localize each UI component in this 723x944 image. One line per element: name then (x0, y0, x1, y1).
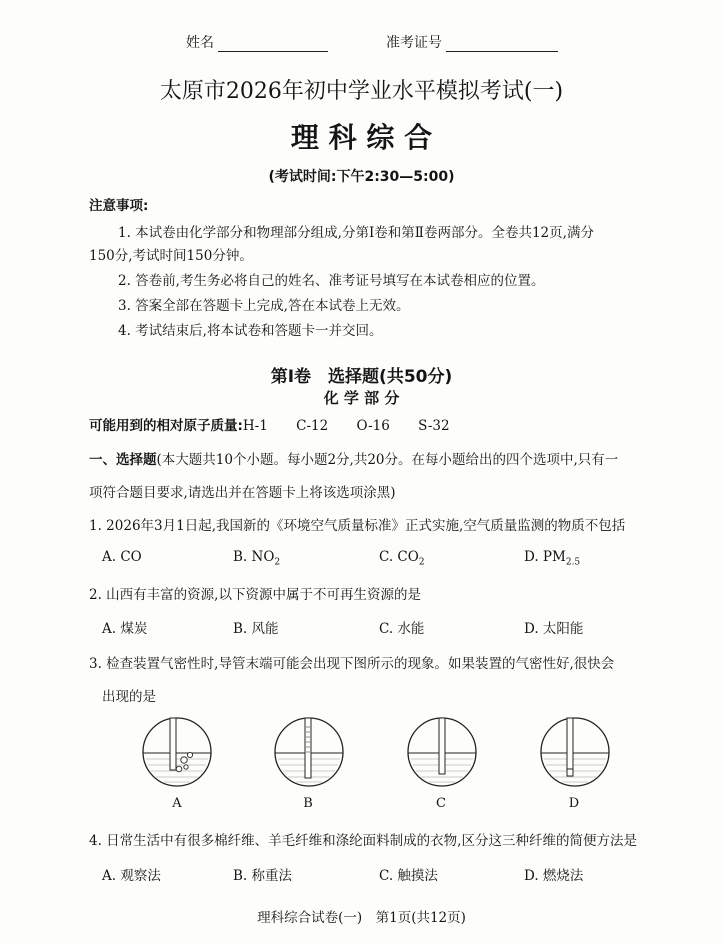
name-field (186, 32, 328, 52)
exam-time: (考试时间:下午2:30—5:00) (268, 169, 455, 185)
question-3-stem: 3. 检查装置气密性时,导管末端可能会出现下图所示的现象。如果装置的气密性好,很快会 (89, 656, 615, 672)
atomic-h: H-1 (242, 418, 268, 434)
question-4-stem: 4. 日常生活中有很多棉纤维、羊毛纤维和涤纶面料制成的衣物,区分这三种纤维的简便方法是 (89, 833, 637, 849)
q2-option-a: A. 煤炭 (102, 621, 148, 637)
part-title: 化 学 部 分 (323, 389, 400, 407)
exam-title: 太原市2026年初中学业水平模拟考试(一) (159, 79, 564, 104)
q1-option-b: B. $NO_2$ (233, 549, 281, 568)
q1-option-d: D. $PM_{2.5}$ (524, 549, 581, 568)
atomic-mass-line (89, 414, 450, 434)
exam-id-field (386, 32, 558, 52)
glass-tube (439, 718, 445, 774)
figure-label-b: B (303, 796, 313, 811)
q2-option-b: B. 风能 (233, 621, 279, 637)
name-label: 姓名 (186, 35, 214, 51)
q4-option-a: A. 观察法 (102, 868, 161, 884)
question-3-stem-cont: 出现的是 (102, 689, 156, 705)
notice-item-3: 3. 答案全部在答题卡上完成,答在本试卷上无效。 (118, 298, 410, 314)
glass-tube (567, 718, 573, 776)
subject-title: 理 科 综 合 (290, 121, 433, 154)
figure-label-d: D (568, 796, 580, 811)
q4-option-c: C. 触摸法 (379, 868, 438, 884)
atomic-c: C-12 (296, 418, 329, 434)
question-1-stem: 1. 2026年3月1日起,我国新的《环境空气质量标准》正式实施,空气质量监测的物质不包括 (89, 518, 626, 534)
atomic-s: S-32 (418, 418, 450, 434)
beaker-b-figure (272, 715, 346, 789)
beaker-outline (541, 718, 609, 786)
instructions (89, 448, 618, 468)
section-title: 第Ⅰ卷 选择题(共50分) (270, 367, 453, 387)
atomic-o: O-16 (356, 418, 390, 434)
notice-item-4: 4. 考试结束后,将本试卷和答题卡一并交回。 (118, 323, 383, 339)
glass-tube (170, 718, 176, 770)
q4-option-d: D. 燃烧法 (524, 868, 584, 884)
beaker-outline (143, 718, 211, 786)
beaker-c-figure (405, 715, 479, 789)
q4-option-b: B. 称重法 (233, 868, 293, 884)
notice-item-1-cont: 150分,考试时间150分钟。 (89, 248, 253, 264)
beaker-d-figure (538, 715, 612, 789)
q2-option-d: D. 太阳能 (524, 621, 584, 637)
beaker-a-figure (140, 715, 214, 789)
instructions-head: 一、选择题 (89, 452, 157, 468)
notice-item-1: 1. 本试卷由化学部分和物理部分组成,分第Ⅰ卷和第Ⅱ卷两部分。全卷共12页,满分 (118, 225, 594, 241)
instructions-line-1: (本大题共10个小题。每小题2分,共20分。在每小题给出的四个选项中,只有一 (156, 452, 619, 468)
q2-option-c: C. 水能 (379, 621, 425, 637)
figure-label-a: A (172, 796, 182, 811)
exam-id-label: 准考证号 (386, 35, 442, 51)
atomic-mass-label: 可能用到的相对原子质量: (89, 418, 243, 434)
notice-item-2: 2. 答卷前,考生务必将自己的姓名、准考证号填写在本试卷相应的位置。 (118, 273, 545, 289)
name-blank (218, 33, 328, 52)
notice-heading: 注意事项: (89, 198, 149, 214)
q1-option-a: A. CO (102, 549, 142, 565)
q1-option-c: C. $CO_2$ (379, 549, 425, 568)
figure-label-c: C (436, 796, 446, 811)
question-2-stem: 2. 山西有丰富的资源,以下资源中属于不可再生资源的是 (89, 587, 421, 603)
bubbles (176, 752, 192, 771)
page-footer: 理科综合试卷(一) 第1页(共12页) (257, 910, 466, 926)
instructions-line-2: 项符合题目要求,请选出并在答题卡上将该选项涂黑) (89, 485, 396, 501)
exam-id-blank (446, 33, 558, 52)
